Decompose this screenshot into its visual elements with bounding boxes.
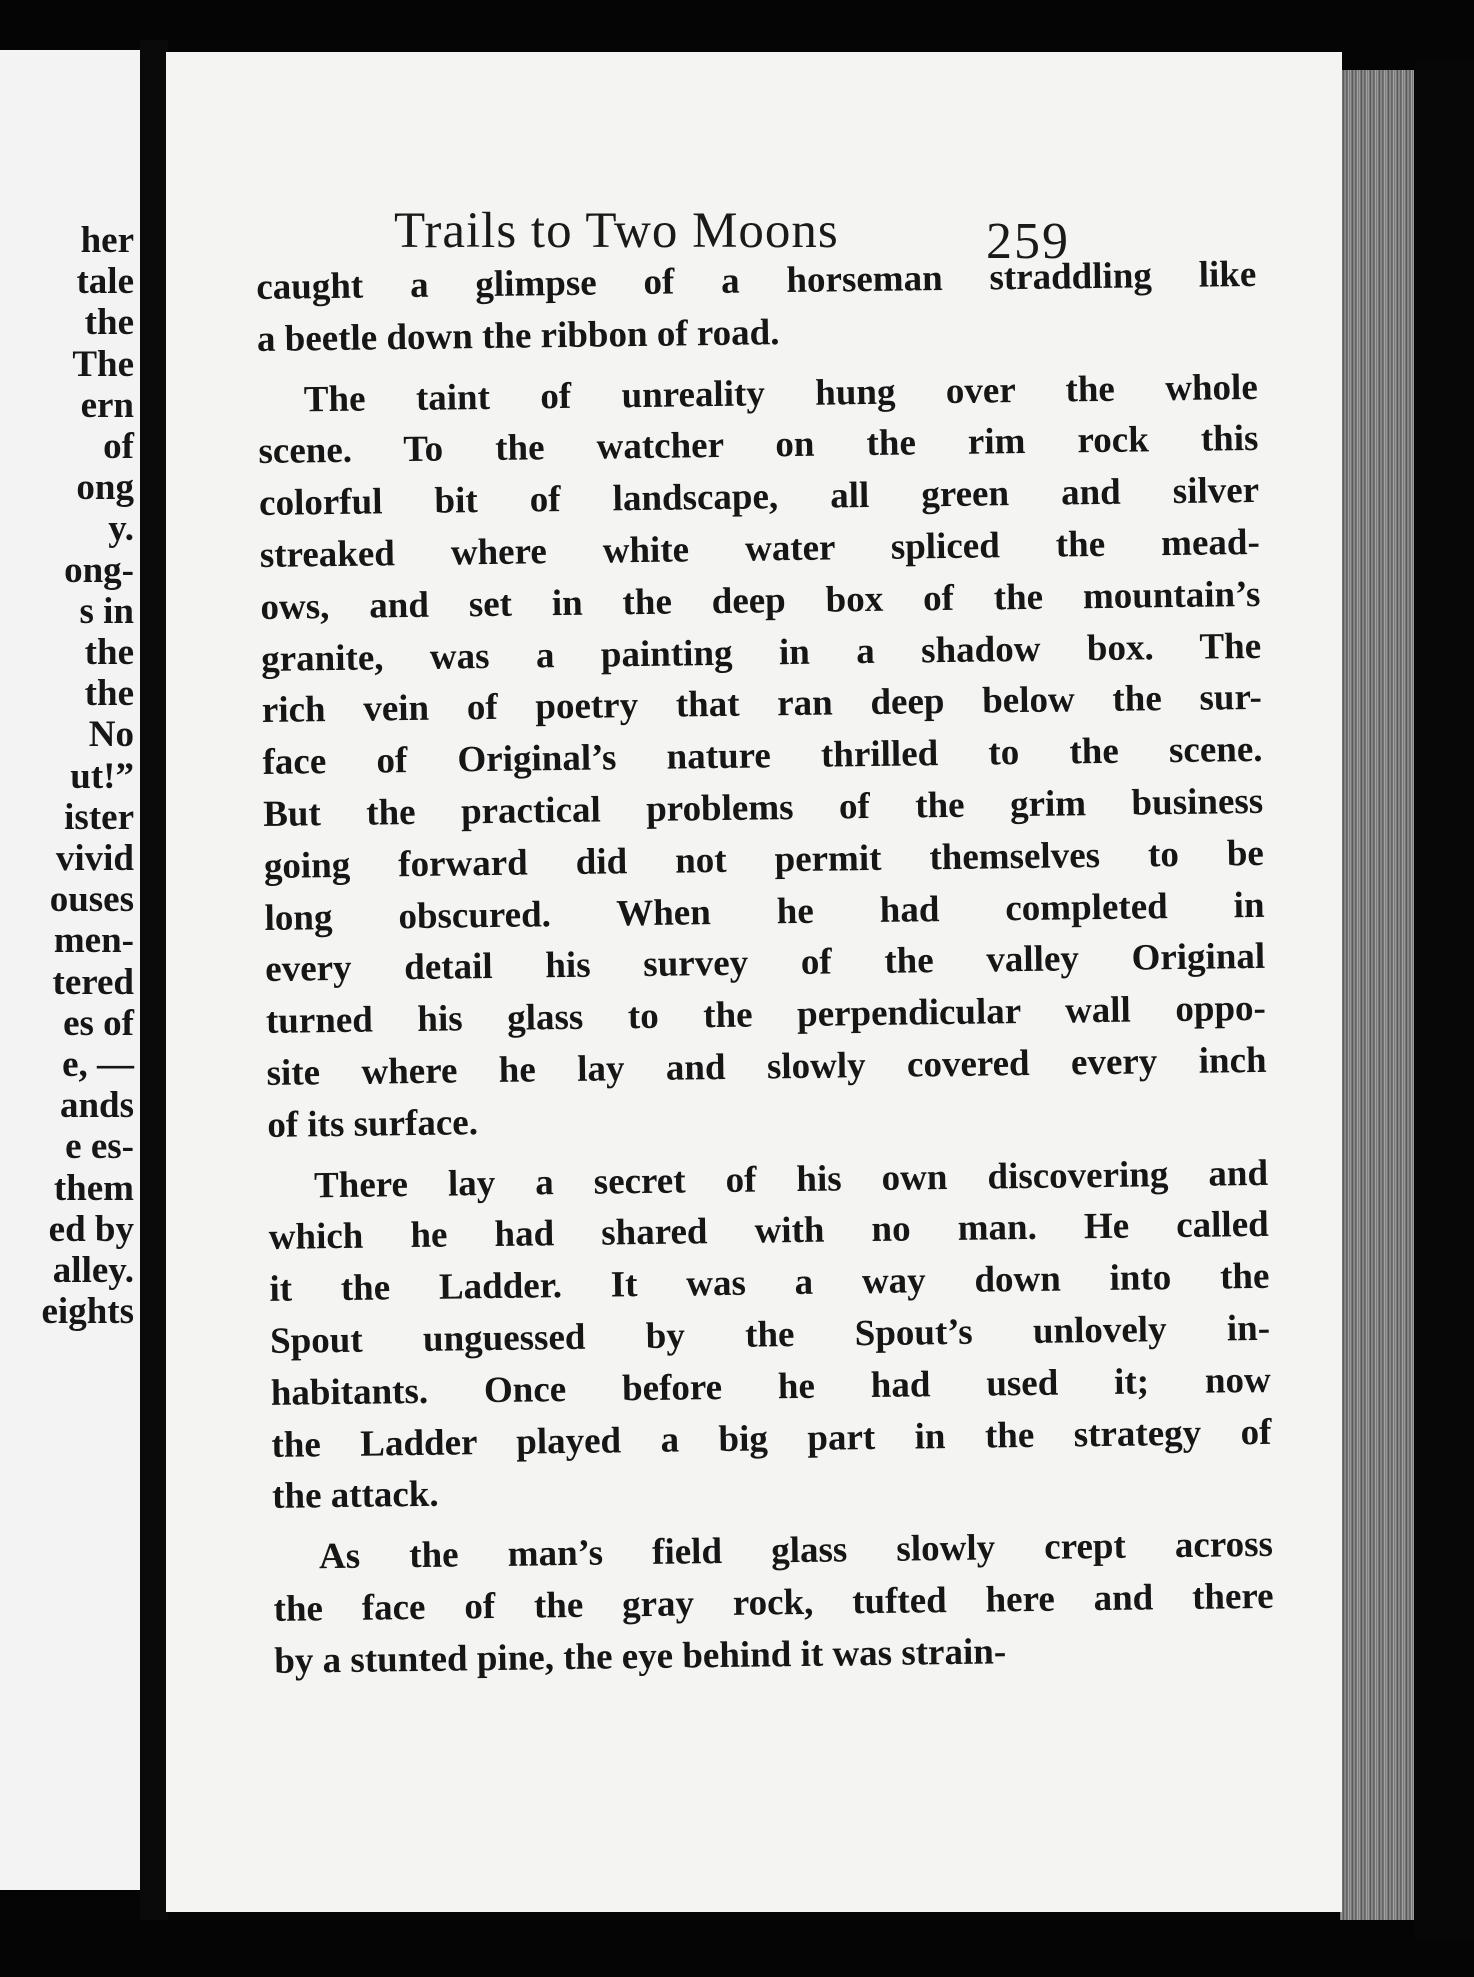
- text-line: granite, was a painting in a shadow box. The: [260, 625, 1262, 680]
- running-head: Trails to Two Moons: [394, 203, 839, 259]
- text-line: going forward did not permit themselves to be: [263, 832, 1265, 887]
- left-page-fragment: the: [84, 632, 134, 673]
- text-line: the attack.: [271, 1474, 439, 1518]
- text-line: Spout unguessed by the Spout’s unlovely in-: [269, 1307, 1271, 1362]
- text-line: face of Original’s nature thrilled to the scene.: [262, 729, 1263, 784]
- text-line: caught a glimpse of a horseman straddling like: [256, 253, 1257, 308]
- text-line: turned his glass to the perpendicular wall oppo-: [265, 988, 1267, 1043]
- previous-page-fragment: [0, 50, 140, 1890]
- left-page-fragment: ong-: [64, 549, 134, 591]
- text-line: But the practical problems of the grim business: [262, 780, 1264, 835]
- left-page-fragment: No: [88, 714, 134, 756]
- text-line: by a stunted pine, the eye behind it was strain-: [274, 1631, 1007, 1682]
- text-line: scene. To the watcher on the rim rock this: [258, 418, 1259, 473]
- left-page-fragment: men-: [53, 920, 134, 962]
- paragraph: [256, 249, 1257, 366]
- text-line: As the man’s field glass slowly crept across: [318, 1523, 1274, 1578]
- left-page-fragment: of: [103, 426, 134, 467]
- text-line: habitants. Once before he had used it; now: [270, 1359, 1271, 1414]
- left-page-fragment: ern: [80, 384, 134, 426]
- text-line: ows, and set in the deep box of the mountain’s: [260, 573, 1261, 628]
- text-line: every detail his survey of the valley Original: [264, 936, 1266, 991]
- left-page-fragment: them: [53, 1167, 134, 1209]
- left-page-fragment: ed by: [48, 1208, 134, 1250]
- paragraph: [273, 1519, 1275, 1687]
- left-page-fragment: the: [84, 302, 134, 344]
- text-line: it the Ladder. It was a way down into the: [269, 1255, 1270, 1311]
- left-page-fragment: The: [72, 343, 134, 385]
- text-line: the face of the gray rock, tufted here and there: [273, 1575, 1274, 1630]
- page-number: 259: [986, 213, 1070, 270]
- left-page-fragment: ouses: [49, 879, 134, 921]
- text-line: site where he lay and slowly covered every inch: [266, 1039, 1267, 1094]
- left-page-fragment: tered: [52, 961, 134, 1003]
- paragraph: [268, 1147, 1273, 1523]
- left-page-fragment: ut!”: [70, 755, 134, 797]
- text-line: The taint of unreality hung over the whole: [303, 366, 1258, 420]
- paragraph: [257, 361, 1267, 1151]
- left-page-fragment: alley.: [52, 1250, 134, 1291]
- body-text: [256, 249, 1275, 1696]
- left-page-fragment: s in: [79, 590, 134, 632]
- text-line: There lay a secret of his own discovering and: [313, 1152, 1269, 1206]
- edge-shadow: [1414, 60, 1474, 1940]
- left-page-fragment: e es-: [65, 1126, 134, 1168]
- text-line: rich vein of poetry that ran deep below the sur-: [261, 677, 1263, 732]
- text-line: streaked where white water spliced the mead-: [259, 521, 1261, 576]
- text-line: of its surface.: [267, 1101, 479, 1146]
- page-edges: [1340, 70, 1414, 1920]
- left-page-fragment: y.: [108, 508, 134, 550]
- left-page-fragment: eights: [41, 1291, 134, 1333]
- left-page-fragment: tale: [76, 261, 134, 303]
- left-page-fragment: es of: [63, 1002, 134, 1044]
- left-page-fragment: ands: [59, 1085, 134, 1127]
- left-page-fragment: the: [84, 673, 134, 715]
- left-page-fragment: ong: [76, 467, 134, 509]
- book-page: [166, 52, 1342, 1912]
- left-page-fragment: e, —: [62, 1044, 134, 1085]
- text-line: a beetle down the ribbon of road.: [256, 311, 780, 360]
- left-page-fragment: vivid: [55, 838, 134, 879]
- text-line: long obscured. When he had completed in: [264, 884, 1265, 939]
- left-page-fragment: ister: [64, 796, 134, 838]
- left-page-fragment: her: [80, 220, 134, 261]
- book-gutter: [140, 40, 168, 1920]
- text-line: the Ladder played a big part in the strategy of: [271, 1411, 1272, 1466]
- text-line: which he had shared with no man. He called: [268, 1204, 1269, 1259]
- text-line: colorful bit of landscape, all green and silver: [258, 470, 1260, 525]
